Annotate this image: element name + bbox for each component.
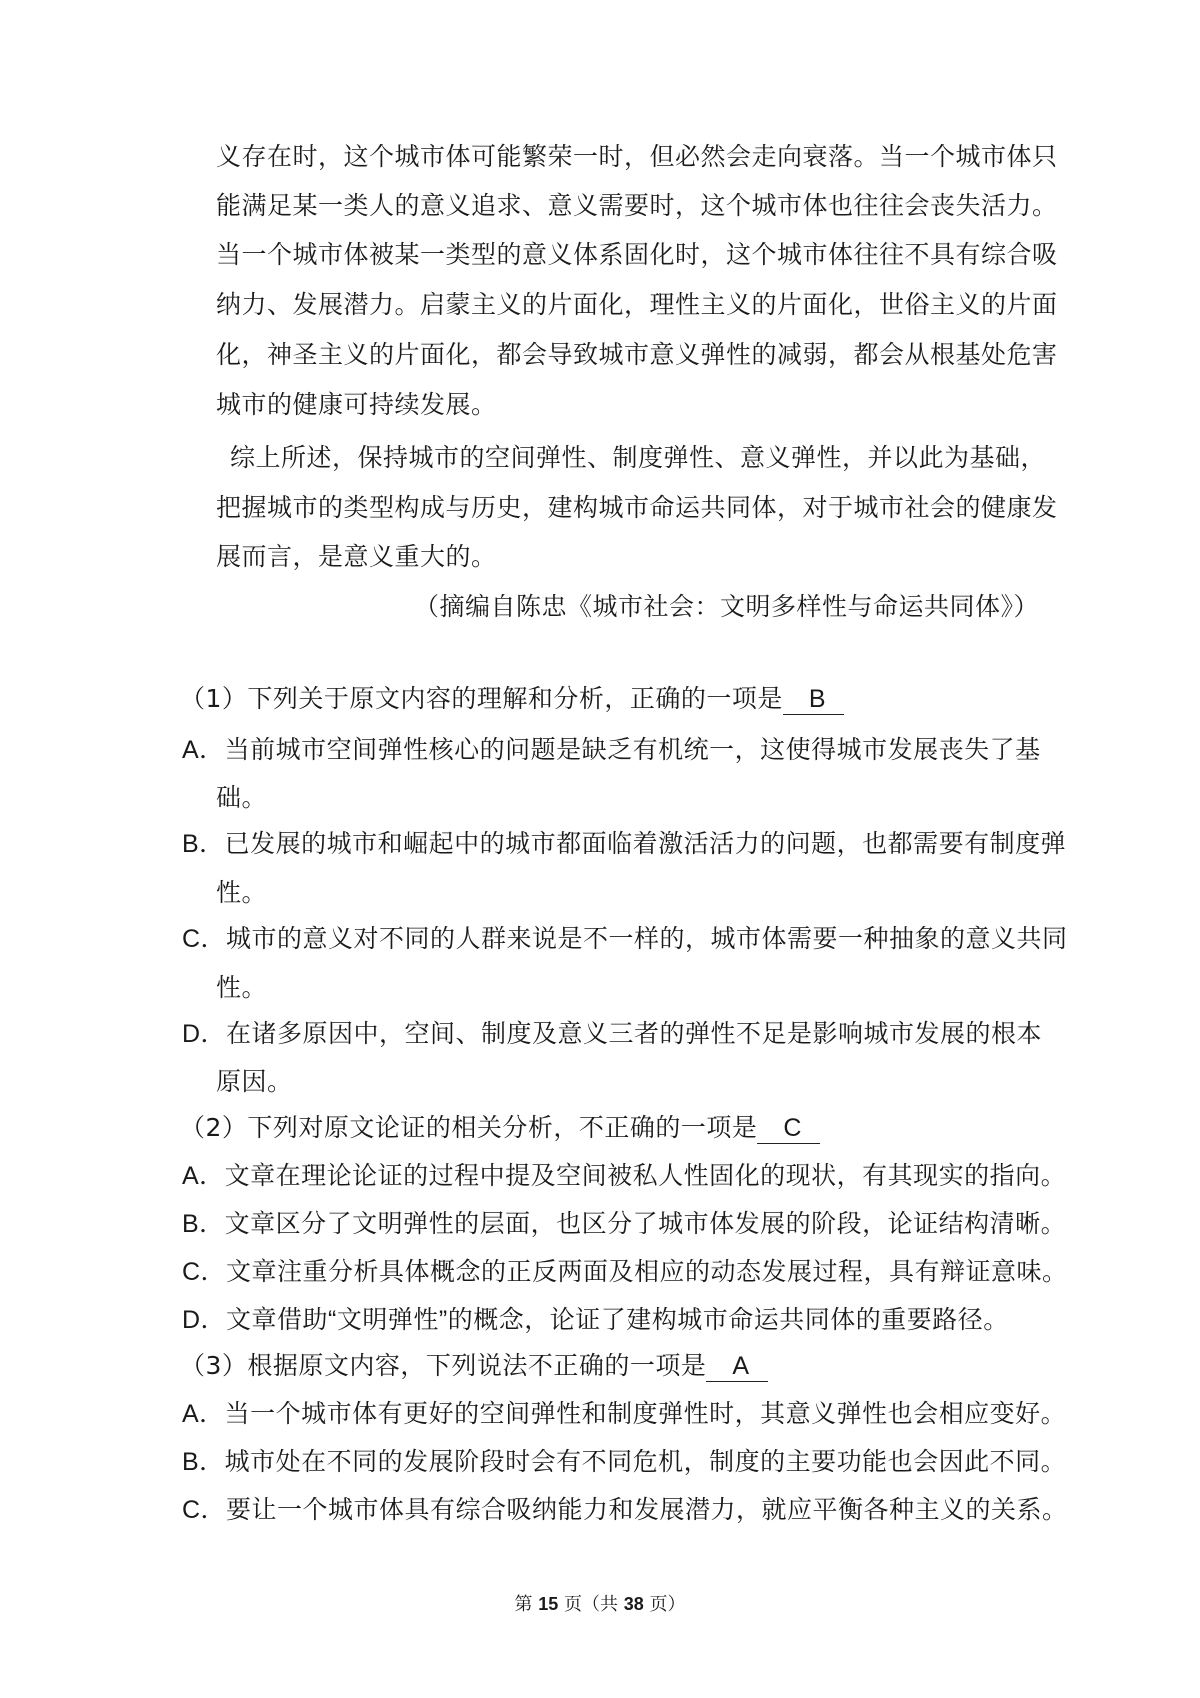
option-a-line: A．文章在理论论证的过程中提及空间被私人性固化的现状，有其现实的指向。	[182, 1162, 1067, 1190]
option-b-line: B．文章区分了文明弹性的层面，也区分了城市体发展的阶段，论证结构清晰。	[182, 1210, 1067, 1238]
option-d-line: D．在诸多原因中，空间、制度及意义三者的弹性不足是影响城市发展的根本	[182, 1020, 1043, 1048]
option-b-line: B．城市处在不同的发展阶段时会有不同危机，制度的主要功能也会因此不同。	[182, 1448, 1067, 1476]
passage-line: 当一个城市体被某一类型的意义体系固化时，这个城市体往往不具有综合吸	[216, 240, 1058, 269]
total-page-number: 38	[623, 1594, 644, 1614]
option-d-line: D．文章借助“文明弹性”的概念，论证了建构城市命运共同体的重要路径。	[182, 1306, 1009, 1334]
passage-line: 展而言，是意义重大的。	[216, 542, 497, 571]
option-b-line: B．已发展的城市和崛起中的城市都面临着激活活力的问题，也都需要有制度弹	[182, 830, 1067, 858]
question-1-stem: （1）下列关于原文内容的理解和分析，正确的一项是 B	[180, 684, 844, 715]
option-c-line: C．城市的意义对不同的人群来说是不一样的，城市体需要一种抽象的意义共同	[182, 925, 1068, 953]
option-c-line: C．文章注重分析具体概念的正反两面及相应的动态发展过程，具有辩证意味。	[182, 1258, 1068, 1286]
passage-line: 城市的健康可持续发展。	[216, 390, 497, 419]
current-page-number: 15	[538, 1594, 559, 1614]
passage-line: 把握城市的类型构成与历史，建构城市命运共同体，对于城市社会的健康发	[216, 493, 1058, 522]
option-b-line-2: 性。	[216, 878, 268, 907]
passage-line: 化，神圣主义的片面化，都会导致城市意义弹性的减弱，都会从根基处危害	[216, 340, 1058, 369]
answer-blank: B	[783, 684, 844, 715]
answer-blank: A	[706, 1351, 767, 1382]
option-c-line-2: 性。	[216, 973, 268, 1002]
passage-line: 能满足某一类人的意义追求、意义需要时，这个城市体也往往会丧失活力。	[216, 191, 1058, 220]
option-a-line: A．当前城市空间弹性核心的问题是缺乏有机统一，这使得城市发展丧失了基	[182, 736, 1041, 764]
option-a-line: A．当一个城市体有更好的空间弹性和制度弹性时，其意义弹性也会相应变好。	[182, 1400, 1067, 1428]
page-footer: 第 15 页（共 38 页）	[514, 1594, 686, 1615]
source-citation: （摘编自陈忠《城市社会：文明多样性与命运共同体》）	[414, 592, 1040, 621]
passage-line: 综上所述，保持城市的空间弹性、制度弹性、意义弹性，并以此为基础，	[230, 443, 1047, 472]
option-d-line-2: 原因。	[216, 1067, 293, 1096]
passage-line: 义存在时，这个城市体可能繁荣一时，但必然会走向衰落。当一个城市体只	[216, 142, 1058, 171]
option-a-line-2: 础。	[216, 783, 268, 812]
option-c-line: C．要让一个城市体具有综合吸纳能力和发展潜力，就应平衡各种主义的关系。	[182, 1496, 1068, 1524]
answer-blank: C	[757, 1113, 820, 1144]
question-3-stem: （3）根据原文内容，下列说法不正确的一项是 A	[180, 1351, 768, 1382]
passage-line: 纳力、发展潜力。启蒙主义的片面化，理性主义的片面化，世俗主义的片面	[216, 290, 1058, 319]
question-2-stem: （2）下列对原文论证的相关分析，不正确的一项是 C	[180, 1113, 820, 1144]
